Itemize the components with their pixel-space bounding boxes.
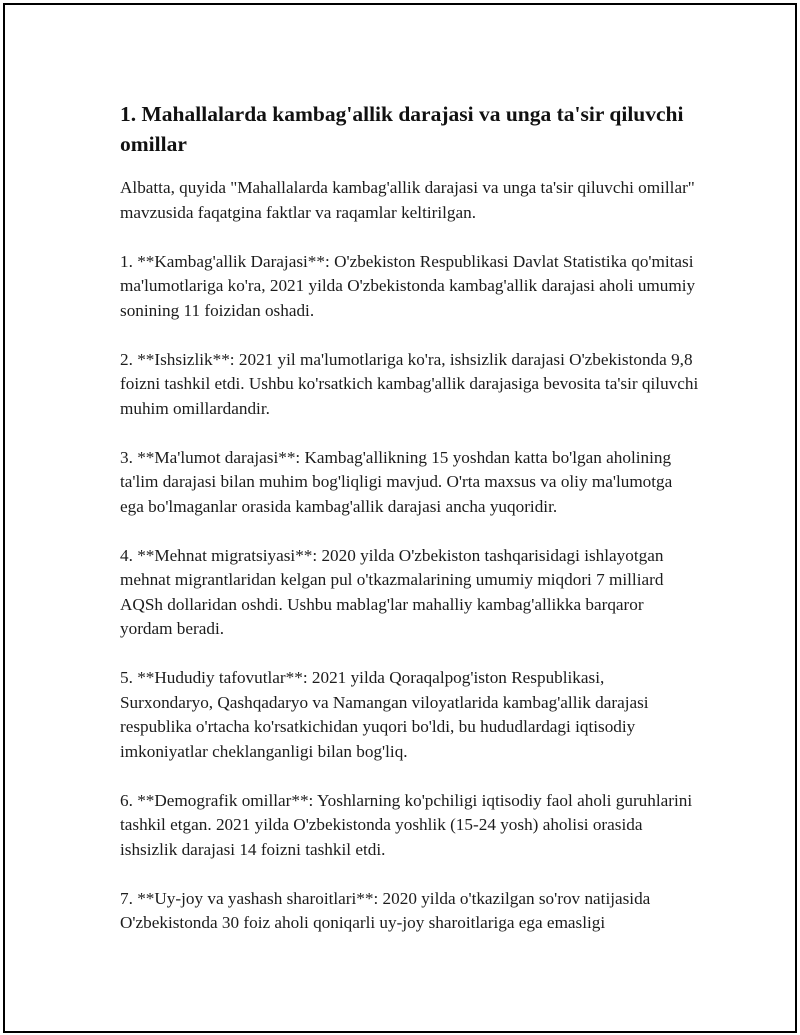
document-title: 1. Mahallalarda kambag'allik darajasi va unga ta'sir qiluvchi omillar bbox=[120, 102, 684, 156]
intro-paragraph: Albatta, quyida "Mahallalarda kambag'allik darajasi va unga ta'sir qiluvchi omillar" mavzusida faqatgina faktlar va raqamlar keltirilgan. bbox=[120, 178, 695, 222]
list-item-housing-conditions: 7. **Uy-joy va yashash sharoitlari**: 2020 yilda o'tkazilgan so'rov natijasida O'zbekistonda 30 foiz aholi qoniqarli uy-joy sharoitlariga ega emasligi bbox=[120, 888, 651, 932]
list-item-poverty-level: 1. **Kambag'allik Darajasi**: O'zbekiston Respublikasi Davlat Statistika qo'mitasi ma'lumotlariga ko'ra, 2021 yilda O'zbekistonda kambag'allik darajasi aholi umumiy sonining 11 foizidan oshadi. bbox=[120, 251, 696, 320]
list-item-unemployment: 2. **Ishsizlik**: 2021 yil ma'lumotlariga ko'ra, ishsizlik darajasi O'zbekistonda 9,8 foizni tashkil etdi. Ushbu ko'rsatkich kambag'allik darajasiga bevosita ta'sir qiluvchi muhim omillardandir. bbox=[120, 349, 699, 418]
document-body bbox=[120, 99, 700, 936]
list-item-demographic-factors: 6. **Demografik omillar**: Yoshlarning ko'pchiligi iqtisodiy faol aholi guruhlarini tashkil etgan. 2021 yilda O'zbekistonda yoshlik (15-24 yosh) aholisi orasida ishsizlik darajasi 14 foizni tashkil etdi. bbox=[120, 790, 693, 859]
list-item-regional-differences: 5. **Hududiy tafovutlar**: 2021 yilda Qoraqalpog'iston Respublikasi, Surxondaryo, Qashqadaryo va Namangan viloyatlarida kambag'allik darajasi respublika o'rtacha ko'rsatkichidan yuqori bo'ldi, bu hududlardagi iqtisodiy imkoniyatlar cheklanganligi bilan bog'liq. bbox=[120, 668, 649, 761]
page-frame bbox=[3, 3, 797, 1033]
list-item-labor-migration: 4. **Mehnat migratsiyasi**: 2020 yilda O'zbekiston tashqarisidagi ishlayotgan mehnat migrantlaridan kelgan pul o'tkazmalarining umumiy miqdori 7 milliard AQSh dollaridan oshdi. Ushbu mablag'lar mahalliy kambag'allikka barqaror yordam beradi. bbox=[120, 545, 664, 638]
list-item-education-level: 3. **Ma'lumot darajasi**: Kambag'allikning 15 yoshdan katta bo'lgan aholining ta'lim darajasi bilan muhim bog'liqligi mavjud. O'rta maxsus va oliy ma'lumotga ega bo'lmaganlar orasida kambag'allik darajasi ancha yuqoridir. bbox=[120, 447, 673, 516]
